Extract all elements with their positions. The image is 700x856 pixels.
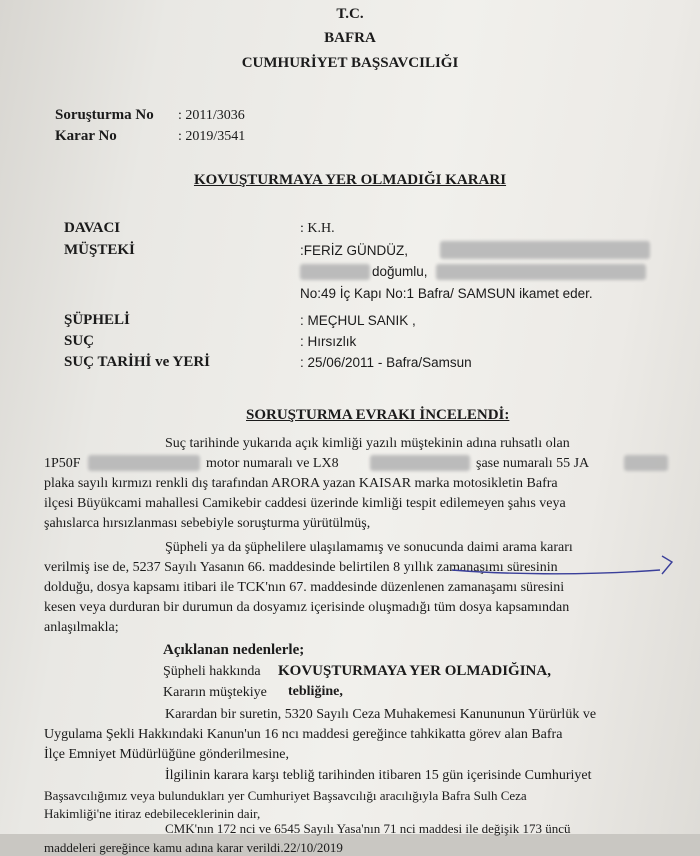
header-tc: T.C.: [336, 6, 364, 22]
body-line: motor numaralı ve LX8: [206, 456, 339, 471]
musteki-address: No:49 İç Kapı No:1 Bafra/ SAMSUN ikamet eder.: [300, 286, 593, 301]
header-city: BAFRA: [324, 30, 376, 46]
body-line: ilçesi Büyükcami mahallesi Camikebir caddesi üzerinde kimliği tespit edilemeyen şahıs veya: [44, 496, 566, 511]
body-line: CMK'nın 172 nci ve 6545 Sayılı Yasa'nın 71 nci maddesi ile değişik 173 üncü: [165, 821, 571, 836]
reasons-title: Açıklanan nedenlerle;: [163, 642, 305, 658]
musteki-value: :FERİZ GÜNDÜZ,: [300, 243, 408, 258]
document-title: KOVUŞTURMAYA YER OLMADIĞI KARARI: [193, 172, 507, 188]
davaci-value: : K.H.: [300, 221, 335, 236]
decision-line: Şüpheli hakkında: [163, 664, 261, 679]
suc-label: SUÇ: [64, 333, 95, 349]
suc-tarihi-value: : 25/06/2011 - Bafra/Samsun: [300, 355, 472, 370]
suc-tarihi-label: SUÇ TARİHİ ve YERİ: [64, 354, 210, 370]
body-line: 1P50F: [44, 456, 81, 471]
sorusturma-no-label: Soruşturma No: [55, 107, 154, 123]
body-line: şahıslarca hırsızlanması sebebiyle soruşturma yürütülmüş,: [44, 516, 371, 531]
body-line: İlçe Emniyet Müdürlüğüne gönderilmesine,: [44, 747, 289, 762]
body-line: Hakimliği'ne itiraz edebileceklerinin dair,: [44, 806, 261, 821]
suc-value: : Hırsızlık: [300, 334, 357, 349]
body-line: İlgilinin karara karşı tebliğ tarihinden itibaren 15 gün içerisinde Cumhuriyet: [165, 768, 592, 783]
body-line: kesen veya durduran bir durumun da dosyamız içerisinde oluşmadığı tüm dosya kapsamından: [44, 600, 570, 615]
decision-line: Kararın müştekiye: [163, 685, 267, 700]
sorusturma-no-value: : 2011/3036: [178, 108, 245, 123]
musteki-birth: doğumlu,: [372, 264, 428, 279]
supheli-label: ŞÜPHELİ: [64, 312, 130, 328]
karar-no-value: : 2019/3541: [178, 129, 246, 144]
body-line: verilmiş ise de, 5237 Sayılı Yasanın 66. maddesinde belirtilen 8 yıllık zamanaşımı süresinin: [44, 560, 558, 575]
body-line: Şüpheli ya da şüphelilere ulaşılamamış ve sonucunda daimi arama kararı: [165, 540, 573, 555]
decision-notify: tebliğine,: [288, 684, 343, 699]
decision-main: KOVUŞTURMAYA YER OLMADIĞINA,: [278, 663, 551, 679]
body-line: Karardan bir suretin, 5320 Sayılı Ceza Muhakemesi Kanununun Yürürlük ve: [165, 707, 597, 722]
body-line: anlaşılmakla;: [44, 620, 119, 635]
section-title: SORUŞTURMA EVRAKI İNCELENDİ:: [246, 407, 510, 423]
body-line: dolduğu, dosya kapsamı itibari ile TCK'nın 67. maddesinde düzenlenen zamanaşamı süresini: [44, 580, 565, 595]
davaci-label: DAVACI: [64, 220, 121, 236]
body-line: Başsavcılığımız veya bulundukları yer Cumhuriyet Başsavcılığı aracılığıyla Bafra Sulh Ceza: [44, 788, 527, 803]
body-line: şase numaralı 55 JA: [476, 456, 590, 471]
body-line: Uygulama Şekli Hakkındaki Kanun'un 16 ncı maddesi gereğince tahkikatta görev alan Bafra: [44, 727, 563, 742]
supheli-value: : MEÇHUL SANIK ,: [300, 313, 416, 328]
musteki-label: MÜŞTEKİ: [64, 242, 135, 258]
karar-no-label: Karar No: [55, 128, 117, 144]
body-line: Suç tarihinde yukarıda açık kimliği yazılı müştekinin adına ruhsatlı olan: [165, 436, 570, 451]
body-line: maddeleri gereğince kamu adına karar verildi.22/10/2019: [44, 840, 343, 855]
header-office: CUMHURİYET BAŞSAVCILIĞI: [241, 55, 459, 71]
body-line: plaka sayılı kırmızı renkli dış tarafından ARORA yazan KAISAR marka motosikletin Bafra: [44, 476, 558, 491]
